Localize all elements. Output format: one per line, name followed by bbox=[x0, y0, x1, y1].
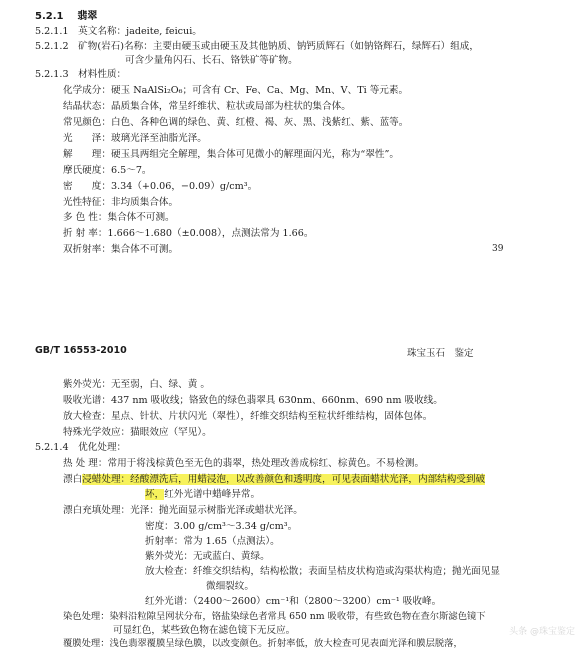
bleach-fill-luster: 漂白充填处理：光泽：抛光面显示树脂光泽或蜡状光泽。 bbox=[63, 505, 303, 516]
common-colors: 常见颜色：白色、各种色调的绿色、黄、红橙、褐、灰、黑、浅紫红、紫、蓝等。 bbox=[63, 117, 409, 128]
absorption-spectrum: 吸收光谱：437 nm 吸收线；铬致色的绿色翡翠具 630nm、660nm、690 nm 吸收线。 bbox=[63, 395, 443, 406]
cleavage: 解 理：硬玉具两组完全解理，集合体可见微小的解理面闪光，称为“翠性”。 bbox=[63, 149, 399, 160]
bleach-fill-density: 密度：3.00 g/cm³～3.34 g/cm³。 bbox=[145, 521, 298, 532]
bleach-wax-line2 bbox=[145, 489, 260, 501]
density: 密 度：3.34（+0.06，−0.09）g/cm³。 bbox=[63, 181, 258, 192]
luster: 光 泽：玻璃光泽至油脂光泽。 bbox=[63, 133, 207, 144]
heat-treatment: 热 处 理：常用于将浅棕黄色至无色的翡翠，热处理改善成棕红、棕黄色。不易检测。 bbox=[63, 458, 425, 469]
bleach-fill-ir: 红外光谱：（2400～2600）cm⁻¹和（2800～3200）cm⁻¹ 吸收峰。 bbox=[145, 596, 442, 607]
standard-code: GB/T 16553-2010 bbox=[35, 345, 127, 356]
section-heading bbox=[35, 11, 97, 23]
bleach-fill-ri: 折射率：常为 1.65（点测法）。 bbox=[145, 536, 280, 547]
refractive-index: 折 射 率：1.666～1.680（±0.008），点测法常为 1.66。 bbox=[63, 228, 314, 239]
bleach-fill-mag: 放大检查：纤维交织结构，结构松散；表面呈桔皮状构造或沟渠状构造；抛光面见显 bbox=[145, 566, 500, 577]
hardness: 摩氏硬度：6.5～7。 bbox=[63, 165, 152, 176]
english-name: 5.2.1.1 英文名称：jadeite, feicui。 bbox=[35, 26, 202, 37]
magnification: 放大检查：星点、针状、片状闪光（翠性），纤维交织结构至粒状纤维结构，固体包体。 bbox=[63, 411, 433, 422]
watermark: 头条 @珠宝鉴定 bbox=[509, 627, 575, 637]
birefringence: 双折射率：集合体不可测。 bbox=[63, 244, 179, 255]
section-title: 翡翠 bbox=[77, 11, 98, 22]
mineral-name-cont: 可含少量角闪石、长石、铬铁矿等矿物。 bbox=[125, 55, 298, 66]
special-optical-effect: 特殊光学效应：猫眼效应（罕见）。 bbox=[63, 427, 212, 438]
pleochroism: 多 色 性：集合体不可测。 bbox=[63, 212, 175, 223]
highlighted-text-cont: 坏， bbox=[145, 489, 165, 500]
optic-character: 光性特征：非均质集合体。 bbox=[63, 197, 179, 208]
enhancement-heading: 5.2.1.4 优化处理： bbox=[35, 442, 127, 453]
bleach-fill-mag-cont: 微细裂纹。 bbox=[206, 581, 254, 592]
coating-treatment: 覆膜处理：浅色翡翠覆膜呈绿色膜，以改变颜色。折射率低，放大检查可见表面光泽和膜层脱落， bbox=[63, 638, 463, 649]
chemical-composition: 化学成分：硬玉 NaAlSi₂O₆；可含有 Cr、Fe、Ca、Mg、Mn、V、Ti 等元素。 bbox=[63, 85, 409, 96]
section-number: 5.2.1 bbox=[35, 11, 64, 22]
dye-treatment-cont: 可显红色，某些致色物在滤色镜下无反应。 bbox=[113, 625, 296, 636]
page-number: 39 bbox=[492, 244, 504, 254]
uv-fluorescence: 紫外荧光：无至弱，白、绿、黄 。 bbox=[63, 379, 210, 390]
crystal-state: 结晶状态：晶质集合体，常呈纤维状、粒状或局部为柱状的集合体。 bbox=[63, 101, 351, 112]
bleach-wax-prefix: 漂白 bbox=[63, 474, 83, 485]
mineral-name: 5.2.1.2 矿物(岩石)名称：主要由硬玉或由硬玉及其他钠质、钠钙质辉石（如钠铬辉石，绿辉石）组成， bbox=[35, 41, 479, 52]
bleach-wax-line1 bbox=[63, 474, 485, 486]
dye-treatment: 染色处理：染料沿粒隙呈网状分布，铬盐染绿色者常具 650 nm 吸收带，有些致色物在查尔斯滤色镜下 bbox=[63, 611, 486, 622]
bleach-wax-suffix: 红外光谱中蜡峰异常。 bbox=[164, 489, 261, 500]
material-properties-heading: 5.2.1.3 材料性质： bbox=[35, 69, 127, 80]
highlighted-text: 浸蜡处理：经酸漂洗后，用蜡浸泡，以改善颜色和透明度，可见表面蜡状光泽，内部结构受到破 bbox=[82, 474, 486, 485]
standard-title: 珠宝玉石 鉴定 bbox=[407, 348, 474, 359]
bleach-fill-uv: 紫外荧光：无或蓝白、黄绿。 bbox=[145, 551, 270, 562]
